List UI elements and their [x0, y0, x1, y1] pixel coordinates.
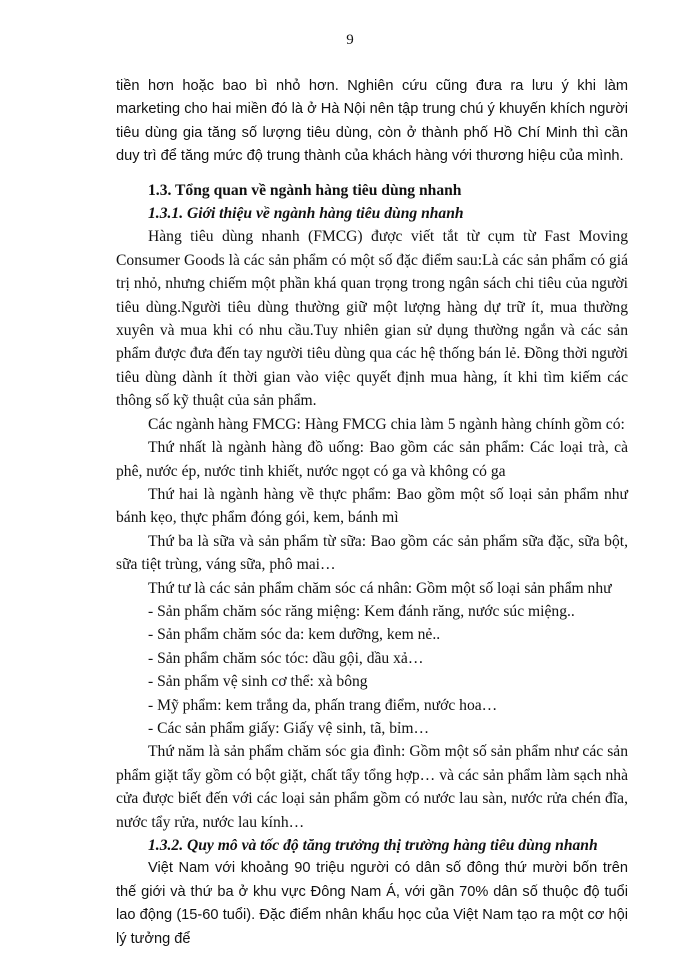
paragraph-fmcg-definition: Hàng tiêu dùng nhanh (FMCG) được viết tắt từ cụm từ Fast Moving Consumer Goods là các sản phẩm có một số đặc điểm sau:Là các sản phẩm có giá trị nhỏ, nhưng chiếm một phần khá quan trọng trong ngân sách chi tiêu của người tiêu dùng.Người tiêu dùng thường giữ một lượng hàng dự trữ ít, mua thường xuyên và mua khi có nhu cầu.Tuy nhiên gian sử dụng thường ngắn và các sản phẩm được đưa đến tay người tiêu dùng qua các hệ thống bán lẻ. Đồng thời người tiêu dùng dành ít thời gian vào việc quyết định mua hàng, ít khi tìm kiếm các thông số kỹ thuật của sản phẩm.	[116, 228, 628, 410]
paragraph-beverages: Thứ nhất là ngành hàng đồ uống: Bao gồm các sản phẩm: Các loại trà, cà phê, nước ép, nước tinh khiết, nước ngọt có ga và không có ga	[116, 439, 628, 480]
paragraph-food: Thứ hai là ngành hàng về thực phẩm: Bao gồm một số loại sản phẩm như bánh kẹo, thực phẩm đóng gói, kem, bánh mì	[116, 485, 628, 527]
page-content	[116, 75, 628, 951]
paragraph-fmcg-categories: Các ngành hàng FMCG: Hàng FMCG chia làm 5 ngành hàng chính gồm có:	[148, 415, 625, 433]
section-heading-1-3: 1.3. Tổng quan về ngành hàng tiêu dùng nhanh	[148, 181, 462, 199]
paragraph-home-care: Thứ năm là sản phẩm chăm sóc gia đình: Gồm một số sản phẩm như các sản phẩm giặt tẩy gồm có bột giặt, chất tẩy tổng hợp… và các sản phẩm làm sạch nhà cửa được biết đến với các loại sản phẩm gồm có nước lau sàn, nước rửa chén đĩa, nước tẩy rửa, nước lau kính…	[116, 743, 628, 831]
list-item: - Các sản phẩm giấy: Giấy vệ sinh, tã, bỉm…	[148, 719, 430, 737]
paragraph-vietnam-market: Việt Nam với khoảng 90 triệu người có dân số đông thứ mười bốn trên thế giới và thứ ba ở khu vực Đông Nam Á, với gần 70% dân số thuộc độ tuổi lao động (15-60 tuổi). Đặc điểm nhân khẩu học của Việt Nam tạo ra một cơ hội lý tưởng để	[116, 860, 628, 947]
paragraph-intro: tiền hơn hoặc bao bì nhỏ hơn. Nghiên cứu cũng đưa ra lưu ý khi làm marketing cho hai miền đó là ở Hà Nội nên tập trung chú ý khuyến khích người tiêu dùng gia tăng số lượng tiêu dùng, còn ở thành phố Hồ Chí Minh thì cần duy trì để tăng mức độ trung thành của khách hàng với thương hiệu của mình.	[116, 78, 628, 165]
subsection-heading-1-3-1: 1.3.1. Giới thiệu về ngành hàng tiêu dùng nhanh	[148, 205, 464, 223]
list-item: - Sản phẩm chăm sóc tóc: dầu gội, dầu xả…	[148, 649, 424, 667]
paragraph-personal-care: Thứ tư là các sản phẩm chăm sóc cá nhân: Gồm một số loại sản phẩm như	[148, 579, 612, 597]
page-number: 9	[346, 32, 354, 48]
list-item: - Mỹ phẩm: kem trắng da, phấn trang điểm, nước hoa…	[148, 696, 498, 714]
list-item: - Sản phẩm chăm sóc da: kem dưỡng, kem nẻ..	[148, 626, 441, 644]
subsection-heading-1-3-2: 1.3.2. Quy mô và tốc độ tăng trưởng thị trường hàng tiêu dùng nhanh	[148, 837, 598, 854]
list-item: - Sản phẩm vệ sinh cơ thể: xà bông	[148, 673, 368, 691]
list-item: - Sản phẩm chăm sóc răng miệng: Kem đánh răng, nước súc miệng..	[148, 602, 575, 620]
paragraph-dairy: Thứ ba là sữa và sản phẩm từ sữa: Bao gồm các sản phẩm sữa đặc, sữa bột, sữa tiệt trùng, váng sữa, phô mai…	[116, 532, 628, 574]
